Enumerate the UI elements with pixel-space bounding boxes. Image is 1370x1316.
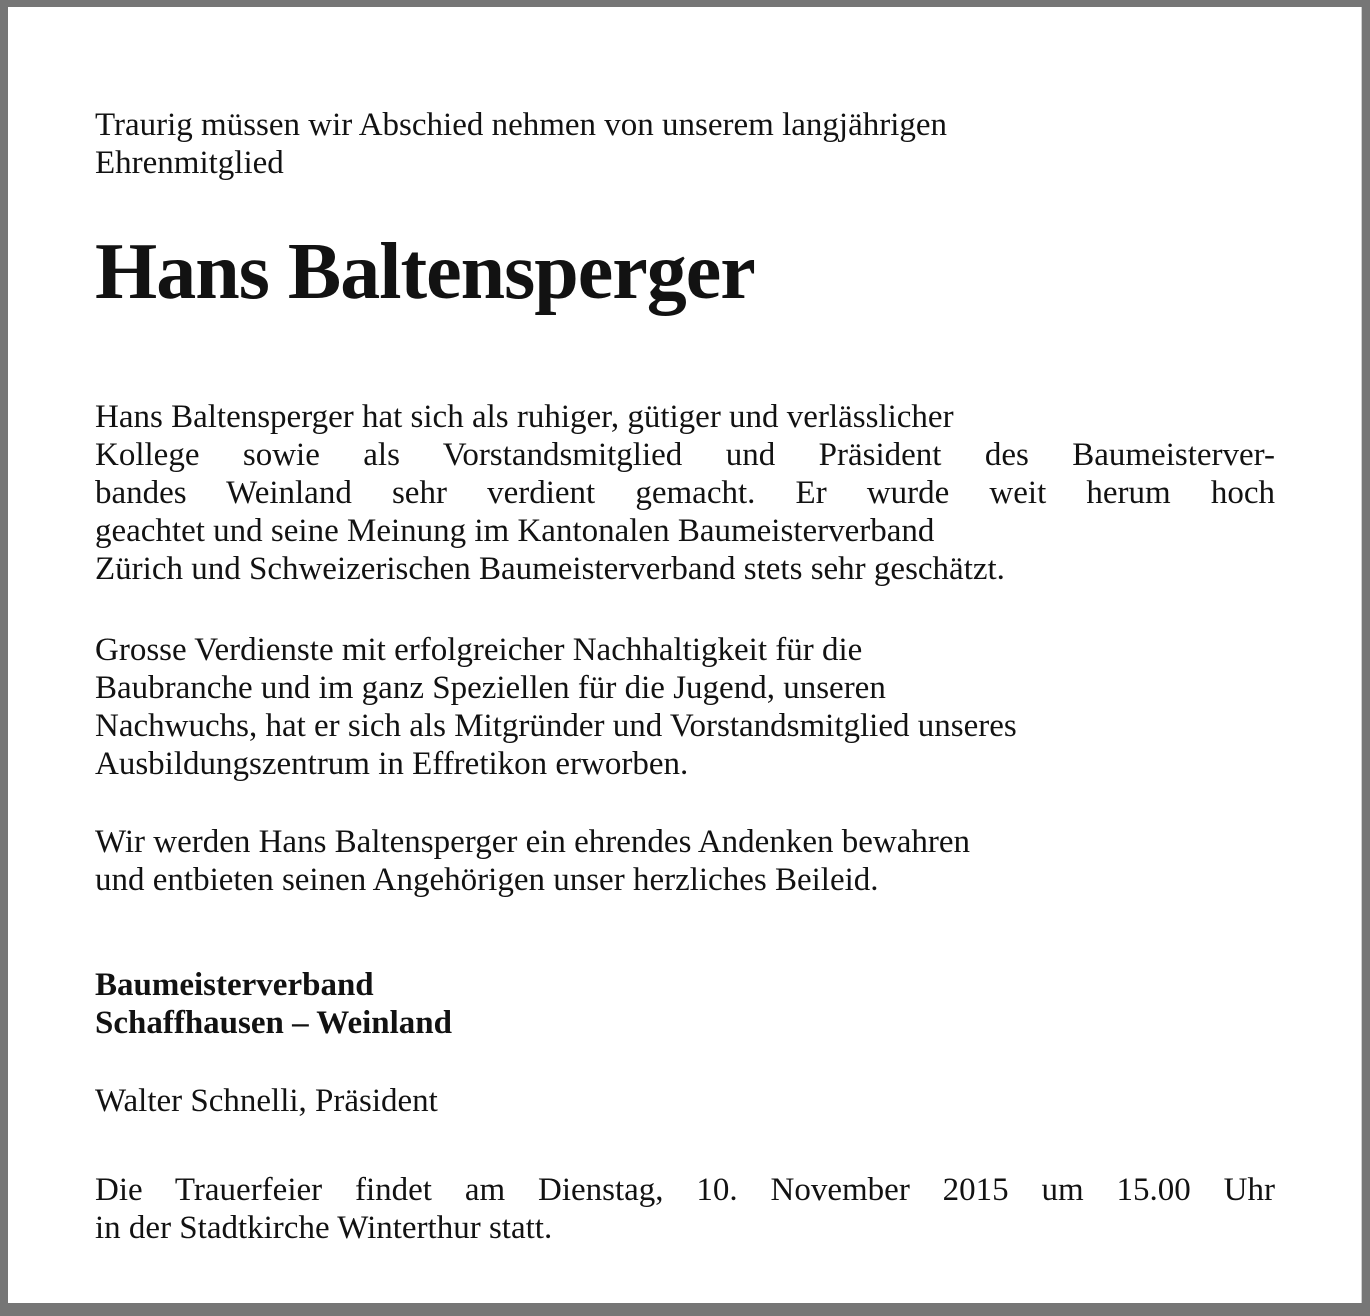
text-line: Baubranche und im ganz Speziellen für die Jugend, unseren <box>95 670 886 706</box>
text-line: Schaffhausen – Weinland <box>95 1005 453 1041</box>
text-line: Kollege sowie als Vorstandsmitglied und Präsident des Baumeisterver- <box>95 437 1275 473</box>
paragraph-condolence <box>95 823 1275 899</box>
text-line: Die Trauerfeier findet am Dienstag, 10. November 2015 um 15.00 Uhr <box>95 1172 1275 1208</box>
text-line: und entbieten seinen Angehörigen unser herzliches Beileid. <box>95 862 879 898</box>
intro-text <box>95 106 1275 182</box>
text-line: Hans Baltensperger hat sich als ruhiger, gütiger und verlässlicher <box>95 399 954 435</box>
paragraph-tribute <box>95 398 1275 588</box>
text-line: bandes Weinland sehr verdient gemacht. Er wurde weit herum hoch <box>95 475 1275 511</box>
text-line: Baumeisterverband <box>95 967 374 1003</box>
organization-name <box>95 966 1275 1042</box>
funeral-info <box>95 1171 1275 1247</box>
text-line: Zürich und Schweizerischen Baumeisterverband stets sehr geschätzt. <box>95 551 1005 587</box>
obituary-content <box>8 106 1362 1316</box>
deceased-name-heading: Hans Baltensperger <box>95 228 755 316</box>
text-line: Wir werden Hans Baltensperger ein ehrendes Andenken bewahren <box>95 824 970 860</box>
text-line: Ehrenmitglied <box>95 145 284 181</box>
text-line: Traurig müssen wir Abschied nehmen von unserem langjährigen <box>95 107 948 143</box>
text-line: Nachwuchs, hat er sich als Mitgründer und Vorstandsmitglied unseres <box>95 708 1017 744</box>
text-line: Ausbildungszentrum in Effretikon erworben. <box>95 746 689 782</box>
signatory-line: Walter Schnelli, Präsident <box>95 1083 438 1119</box>
text-line: in der Stadtkirche Winterthur statt. <box>95 1210 553 1246</box>
text-line: geachtet und seine Meinung im Kantonalen Baumeisterverband <box>95 513 935 549</box>
text-line: Grosse Verdienste mit erfolgreicher Nachhaltigkeit für die <box>95 632 863 668</box>
paragraph-achievements <box>95 631 1275 783</box>
